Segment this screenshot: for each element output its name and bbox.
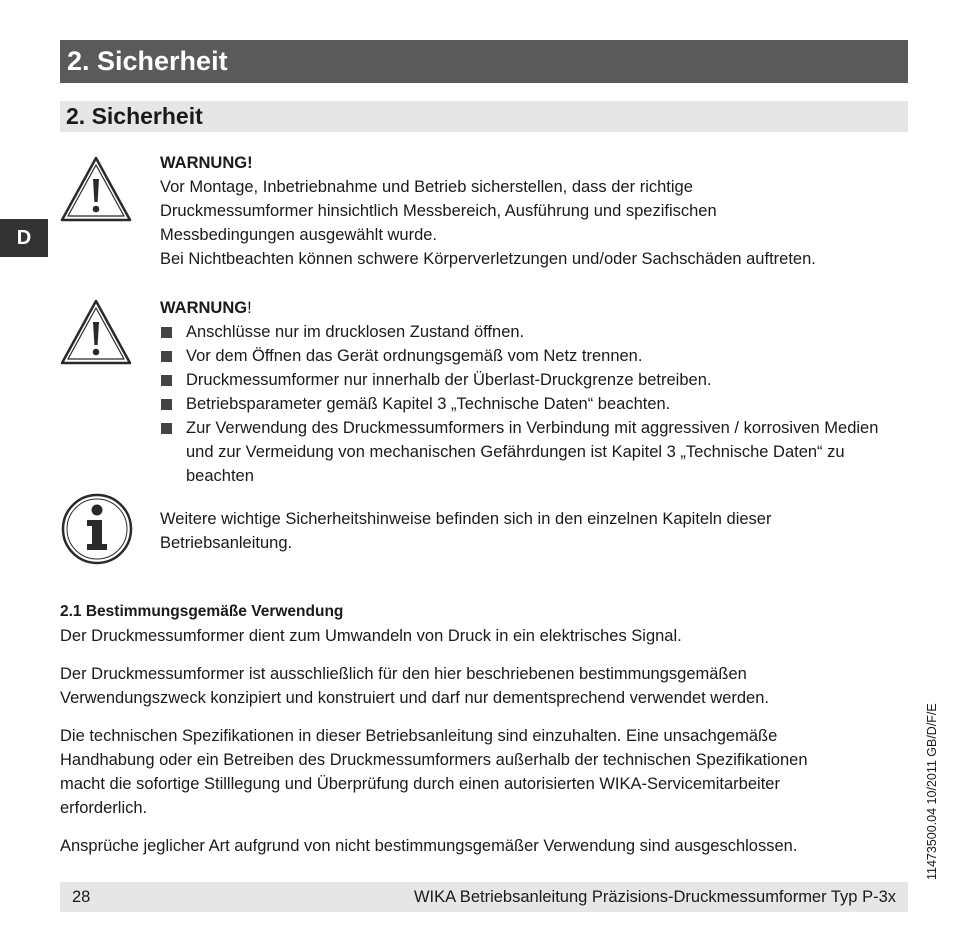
warning-block-1	[160, 151, 910, 271]
paragraph-line: Verwendungszweck konzipiert und konstruiert und darf nur dementsprechend verwendet werden.	[60, 689, 769, 707]
warning-title	[160, 296, 910, 320]
paragraph-line: Handhabung oder ein Betreiben des Druckmessumformers außerhalb der technischen Spezifikationen	[60, 751, 808, 769]
warning-text-line: Bei Nichtbeachten können schwere Körperverletzungen und/oder Sachschäden auftreten.	[160, 250, 816, 268]
paragraph-line: Der Druckmessumformer ist ausschließlich für den hier beschriebenen bestimmungsgemäßen	[60, 665, 747, 683]
paragraph-line: Der Druckmessumformer dient zum Umwandeln von Druck in ein elektrisches Signal.	[60, 627, 682, 645]
warning-text-line: Messbedingungen ausgewählt wurde.	[160, 226, 438, 244]
warning-triangle-icon	[60, 298, 132, 366]
info-text-line: Weitere wichtige Sicherheitshinweise befinden sich in den einzelnen Kapiteln dieser	[160, 510, 772, 528]
paragraph-line: Ansprüche jeglicher Art aufgrund von nicht bestimmungsgemäßer Verwendung sind ausgeschlossen.	[60, 837, 798, 855]
warning-block-2	[160, 296, 910, 488]
paragraph-line: macht die sofortige Stilllegung und Überprüfung durch einen autorisierten WIKA-Servicemitarbeiter	[60, 775, 780, 793]
list-item: Vor dem Öffnen das Gerät ordnungsgemäß vom Netz trennen.	[160, 344, 910, 368]
list-item: Betriebsparameter gemäß Kapitel 3 „Technische Daten“ beachten.	[160, 392, 910, 416]
warning-title-suffix: !	[247, 299, 252, 317]
section-title: 2. Sicherheit	[60, 101, 908, 132]
page-footer	[60, 882, 908, 912]
list-item: Zur Verwendung des Druckmessumformers in Verbindung mit aggressiven / korrosiven Medien und zur Vermeidung von mechanischen Gefährdungen ist Kapitel 3 „Technische Daten“ zu beachten	[160, 416, 910, 488]
info-block	[160, 507, 910, 555]
page-number: 28	[72, 887, 91, 906]
warning-text-line: Druckmessumformer hinsichtlich Messbereich, Ausführung und spezifischen	[160, 202, 717, 220]
language-tab: D	[0, 219, 48, 257]
warning-title: WARNUNG!	[160, 154, 253, 172]
list-item: Druckmessumformer nur innerhalb der Überlast-Druckgrenze betreiben.	[160, 368, 910, 392]
warning-triangle-icon	[60, 155, 132, 223]
info-icon	[60, 492, 134, 566]
subsection-heading: 2.1 Bestimmungsgemäße Verwendung	[60, 603, 344, 620]
info-text-line: Betriebsanleitung.	[160, 534, 293, 552]
document-title: WIKA Betriebsanleitung Präzisions-Druckmessumformer Typ P-3x	[413, 887, 896, 906]
warning-title-bold: WARNUNG	[160, 299, 248, 317]
warning-text-line: Vor Montage, Inbetriebnahme und Betrieb sicherstellen, dass der richtige	[160, 178, 693, 196]
list-item: Anschlüsse nur im drucklosen Zustand öffnen.	[160, 320, 910, 344]
chapter-banner: 2. Sicherheit	[60, 40, 908, 83]
paragraph-line: Die technischen Spezifikationen in dieser Betriebsanleitung sind einzuhalten. Eine unsachgemäße	[60, 727, 778, 745]
section-2-1	[60, 600, 910, 858]
document-code: 11473500.04 10/2011 GB/D/F/E	[925, 703, 939, 880]
paragraph-line: erforderlich.	[60, 799, 148, 817]
warning-bullet-list	[160, 320, 910, 488]
